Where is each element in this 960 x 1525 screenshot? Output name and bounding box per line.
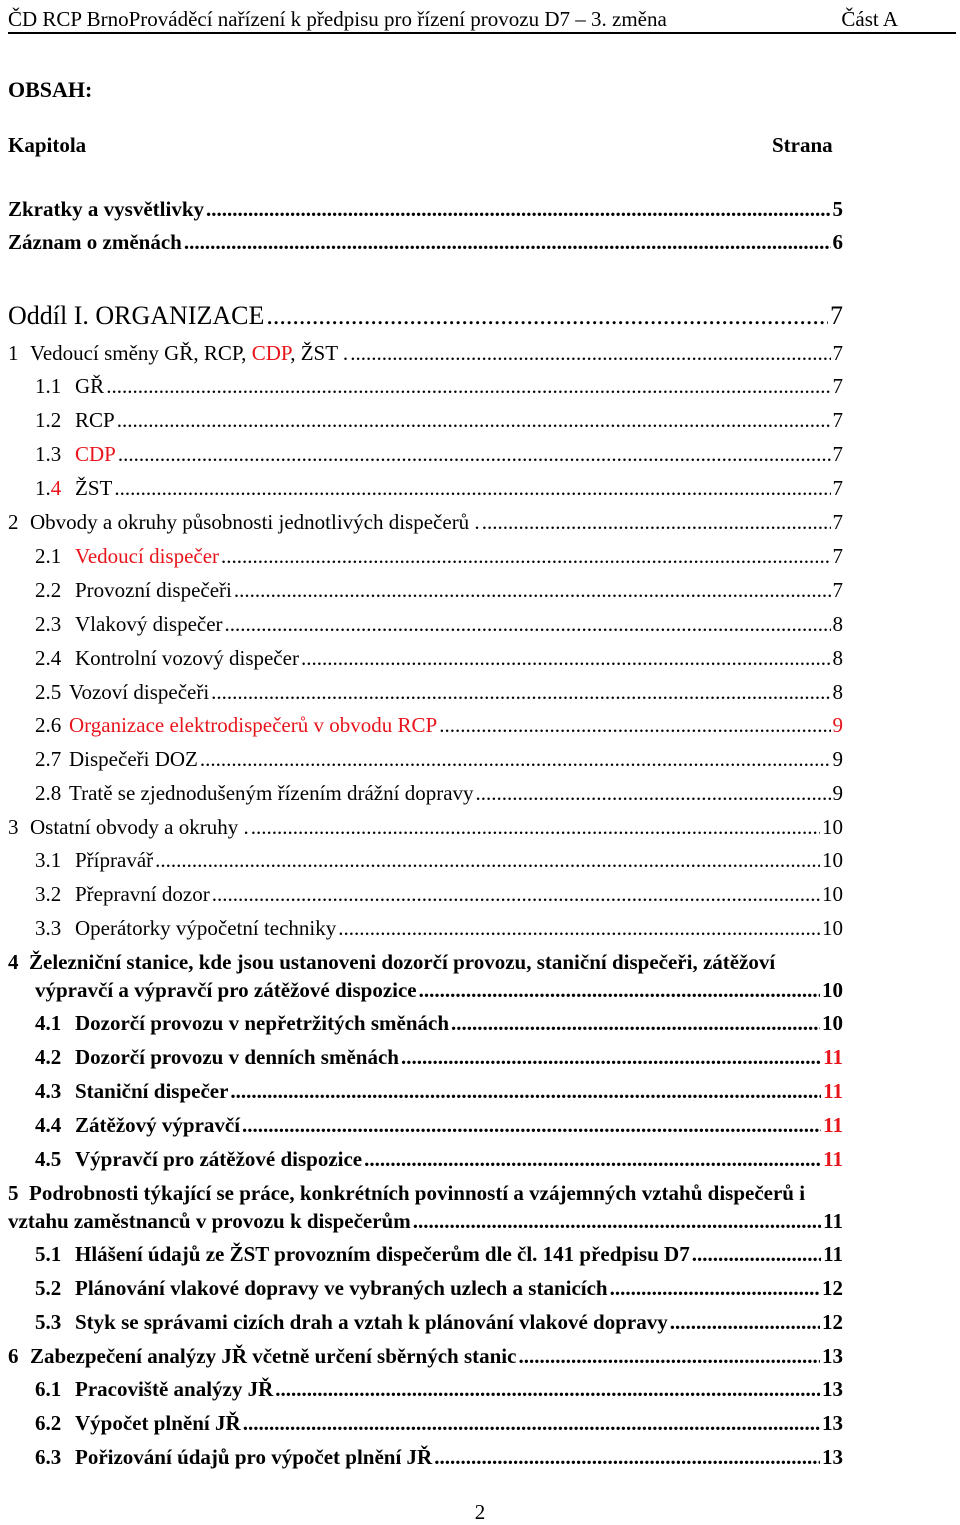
- contents-heading: OBSAH:: [8, 77, 93, 102]
- dot-leader: [401, 1044, 821, 1070]
- toc-entry-page: 7: [832, 544, 843, 568]
- toc-entry-number: 1.4: [35, 476, 62, 500]
- toc-entry-title: Vedoucí dispečer: [75, 544, 220, 568]
- toc-entry-page: 11: [823, 1045, 843, 1069]
- dot-leader: [234, 577, 831, 603]
- dot-leader: [242, 1112, 821, 1138]
- toc-entry[interactable]: [8, 229, 843, 255]
- toc-entry-title: Hlášení údajů ze ŽST provozním dispečerům dle čl. 141 předpisu D7: [75, 1242, 690, 1266]
- toc-entry[interactable]: [35, 1241, 843, 1267]
- toc-entry-title: Styk se správami cizích drah a vztah k plánování vlakové dopravy: [75, 1310, 668, 1334]
- dot-leader: [184, 229, 831, 255]
- toc-entry[interactable]: [35, 1376, 843, 1402]
- toc-entry-title: GŘ: [75, 374, 105, 398]
- toc-entry-number: 4.3: [35, 1079, 62, 1103]
- toc-entry-title: RCP: [75, 408, 115, 432]
- toc-entry[interactable]: [8, 196, 843, 222]
- toc-entry-number: 3.2: [35, 882, 62, 906]
- toc-entry-page: 12: [822, 1310, 843, 1334]
- toc-entry-number: 3.1: [35, 848, 62, 872]
- toc-entry[interactable]: [35, 577, 843, 603]
- toc-section[interactable]: [8, 300, 843, 332]
- dot-leader: [200, 746, 831, 772]
- dot-leader: [155, 847, 820, 873]
- toc-entry-page: 12: [822, 1276, 843, 1300]
- toc-entry-page: 8: [832, 612, 843, 636]
- toc-entry-number: 2.2: [35, 578, 62, 602]
- toc-entry[interactable]: [35, 373, 843, 399]
- toc-entry-number: 6: [8, 1344, 19, 1368]
- toc-entry-page: 7: [832, 578, 843, 602]
- toc-entry-number: 1.3: [35, 442, 62, 466]
- toc-entry-title: Výpočet plnění JŘ: [75, 1411, 241, 1435]
- dot-leader: [482, 509, 831, 535]
- toc-entry-number: 1.2: [35, 408, 62, 432]
- toc-entry-title: Vlakový dispečer: [75, 612, 223, 636]
- toc-entry[interactable]: [35, 543, 843, 569]
- toc-entry-number: 2.1: [35, 544, 62, 568]
- dot-leader: [301, 645, 831, 671]
- toc-entry[interactable]: [35, 679, 843, 705]
- toc-entry-page: 8: [832, 680, 843, 704]
- toc-entry-number: 6.1: [35, 1377, 62, 1401]
- toc-entry-number: 3.3: [35, 916, 62, 940]
- toc-entry-page: 9: [832, 713, 843, 737]
- toc-entry-title: Záznam o změnách: [8, 230, 182, 254]
- toc-entry-page: 9: [832, 781, 843, 805]
- toc-entry[interactable]: [35, 475, 843, 501]
- toc-entry-page: 10: [822, 978, 843, 1002]
- toc-entry-title: ŽST: [75, 476, 113, 500]
- toc-entry[interactable]: [35, 1078, 843, 1104]
- dot-leader: [451, 1010, 820, 1036]
- toc-entry-number: 5.2: [35, 1276, 62, 1300]
- toc-entry-number: 2.4: [35, 646, 62, 670]
- toc-entry[interactable]: [8, 1208, 843, 1234]
- toc-entry[interactable]: [35, 915, 843, 941]
- toc-entry-page: 7: [832, 476, 843, 500]
- toc-entry-number: 4.1: [35, 1011, 62, 1035]
- toc-entry-page: 13: [822, 1445, 843, 1469]
- toc-entry[interactable]: [35, 1112, 843, 1138]
- toc-entry-title: Dispečeři DOZ: [69, 747, 198, 771]
- dot-leader: [610, 1275, 820, 1301]
- dot-leader: [419, 977, 820, 1003]
- toc-entry-title: Pořizování údajů pro výpočet plnění JŘ: [75, 1445, 433, 1469]
- dot-leader: [221, 543, 830, 569]
- toc-entry-title: Železniční stanice, kde jsou ustanoveni dozorčí provozu, staniční dispečeři, zátěžoví: [29, 950, 776, 974]
- toc-entry-number: 6.3: [35, 1445, 62, 1469]
- page-number: 2: [474, 1500, 486, 1524]
- toc-entry-title: Kontrolní vozový dispečer: [75, 646, 299, 670]
- toc-entry[interactable]: [35, 746, 843, 772]
- toc-entry-title: Vozoví dispečeři: [69, 680, 210, 704]
- toc-entry-number: 5: [8, 1181, 19, 1205]
- toc-entry[interactable]: [8, 509, 843, 535]
- dot-leader: [243, 1410, 820, 1436]
- dot-leader: [251, 814, 820, 840]
- dot-leader: [225, 611, 831, 637]
- dot-leader: [439, 712, 830, 738]
- dot-leader: [434, 1444, 820, 1470]
- toc-entry-number: 2.7: [35, 747, 62, 771]
- toc-entry-title: Oddíl I. ORGANIZACE: [8, 301, 265, 330]
- toc-entry[interactable]: [35, 407, 843, 433]
- dot-leader: [230, 1078, 821, 1104]
- toc-entry-title: Operátorky výpočetní techniky: [75, 916, 337, 940]
- toc-entry-page: 7: [832, 408, 843, 432]
- toc-entry-title: Plánování vlakové dopravy ve vybraných uzlech a stanicích: [75, 1276, 608, 1300]
- toc-entry-page: 11: [823, 1079, 843, 1103]
- toc-entry-page: 6: [832, 230, 843, 254]
- dot-leader: [350, 340, 830, 366]
- toc-entry-title: Tratě se zjednodušeným řízením drážní dopravy: [69, 781, 474, 805]
- toc-entry[interactable]: [35, 611, 843, 637]
- toc-entry[interactable]: [8, 340, 843, 366]
- dot-leader: [670, 1309, 820, 1335]
- toc-entry-title-continued: výpravčí a výpravčí pro zátěžové dispozice: [35, 978, 417, 1002]
- toc-entry-title-continued: vztahu zaměstnanců v provozu k dispečerům: [8, 1209, 411, 1233]
- toc-entry-number: 4.2: [35, 1045, 62, 1069]
- toc-entry-title: Pracoviště analýzy JŘ: [75, 1377, 274, 1401]
- dot-leader: [692, 1241, 821, 1267]
- toc-entry-page: 8: [832, 646, 843, 670]
- dot-leader: [206, 196, 830, 222]
- toc-entry[interactable]: [35, 977, 843, 1003]
- header-part: Část A: [841, 7, 898, 31]
- toc-entry-page: 11: [823, 1209, 843, 1233]
- toc-entry-title: Provozní dispečeři: [75, 578, 232, 602]
- toc-entry-title: Přepravní dozor: [75, 882, 210, 906]
- toc-entry-number: 2: [8, 510, 19, 534]
- toc-entry-title: Přípravář: [75, 848, 154, 872]
- toc-entry-title: Zabezpečení analýzy JŘ včetně určení sběrných stanic: [30, 1344, 517, 1368]
- toc-entry-title: Dozorčí provozu v nepřetržitých směnách: [75, 1011, 450, 1035]
- toc-entry-title: Zátěžový výpravčí: [75, 1113, 241, 1137]
- toc-entry-page: 5: [832, 197, 843, 221]
- column-heading-chapter: Kapitola: [8, 133, 87, 157]
- toc-entry-number: 1: [8, 341, 19, 365]
- toc-entry-page: 7: [832, 442, 843, 466]
- toc-entry-title: Dozorčí provozu v denních směnách: [75, 1045, 399, 1069]
- dot-leader: [114, 475, 830, 501]
- toc-entry-page: 7: [832, 374, 843, 398]
- toc-entry[interactable]: [35, 1010, 843, 1036]
- toc-entry-page: 10: [822, 815, 843, 839]
- toc-entry-page: 10: [822, 1011, 843, 1035]
- toc-entry[interactable]: [35, 712, 843, 738]
- toc-entry[interactable]: [35, 441, 843, 467]
- dot-leader: [518, 1343, 820, 1369]
- toc-entry-number: 2.8: [35, 781, 62, 805]
- toc-entry-page: 7: [832, 510, 843, 534]
- toc-entry[interactable]: [35, 1275, 843, 1301]
- toc-entry[interactable]: [35, 645, 843, 671]
- toc-entry-number: 5.3: [35, 1310, 62, 1334]
- toc-entry-title: Podrobnosti týkající se práce, konkrétních povinností a vzájemných vztahů dispečerů i: [29, 1181, 806, 1205]
- toc-entry[interactable]: [35, 847, 843, 873]
- toc-entry-title: Obvody a okruhy působnosti jednotlivých dispečerů .: [30, 510, 480, 534]
- dot-leader: [266, 300, 828, 332]
- toc-entry-title: Zkratky a vysvětlivky: [8, 197, 205, 221]
- toc-entry-page: 9: [832, 747, 843, 771]
- toc-entry-page: 10: [822, 882, 843, 906]
- toc-entry-title: Organizace elektrodispečerů v obvodu RCP: [69, 713, 438, 737]
- dot-leader: [275, 1376, 820, 1402]
- dot-leader: [212, 881, 820, 907]
- toc-entry-page: 13: [822, 1377, 843, 1401]
- toc-entry-title: CDP: [75, 442, 116, 466]
- toc-entry-number: 2.6: [35, 713, 62, 737]
- toc-entry[interactable]: [35, 881, 843, 907]
- dot-leader: [117, 407, 831, 433]
- toc-entry[interactable]: [8, 1343, 843, 1369]
- column-heading-page: Strana: [772, 133, 833, 157]
- toc-entry[interactable]: [35, 1146, 843, 1172]
- toc-entry-number: 2.3: [35, 612, 62, 636]
- toc-entry-title: Výpravčí pro zátěžové dispozice: [75, 1147, 363, 1171]
- page-header: [8, 4, 956, 34]
- toc-entry-title: Vedoucí směny GŘ, RCP, CDP, ŽST .: [30, 341, 349, 365]
- toc-entry[interactable]: [35, 1444, 843, 1470]
- toc-entry[interactable]: [35, 1309, 843, 1335]
- toc-entry-page: 10: [822, 848, 843, 872]
- toc-entry-number: 4.4: [35, 1113, 62, 1137]
- toc-entry-number: 2.5: [35, 680, 62, 704]
- dot-leader: [211, 679, 830, 705]
- toc-entry[interactable]: [35, 780, 843, 806]
- toc-entry-page: 7: [830, 301, 843, 330]
- toc-entry-page: 10: [822, 916, 843, 940]
- toc-entry-title: Staniční dispečer: [75, 1079, 229, 1103]
- toc-entry-page: 11: [823, 1147, 843, 1171]
- dot-leader: [106, 373, 830, 399]
- toc-entry-page: 13: [822, 1344, 843, 1368]
- toc-entry[interactable]: [35, 1044, 843, 1070]
- dot-leader: [338, 915, 820, 941]
- toc-entry-page: 7: [832, 341, 843, 365]
- toc-entry-number: 6.2: [35, 1411, 62, 1435]
- dot-leader: [364, 1146, 821, 1172]
- toc-entry-title: Ostatní obvody a okruhy .: [30, 815, 249, 839]
- toc-entry[interactable]: [35, 1410, 843, 1436]
- toc-entry-number: 5.1: [35, 1242, 62, 1266]
- toc-entry-number: 4.5: [35, 1147, 62, 1171]
- toc-entry-page: 13: [822, 1411, 843, 1435]
- header-title: ČD RCP BrnoProváděcí nařízení k předpisu pro řízení provozu D7 – 3. změna: [8, 7, 667, 31]
- toc-entry-number: 1.1: [35, 374, 62, 398]
- dot-leader: [476, 780, 831, 806]
- toc-entry-first-line[interactable]: [8, 1180, 908, 1206]
- toc-entry-number: 3: [8, 815, 19, 839]
- toc-entry[interactable]: [8, 814, 843, 840]
- toc-entry-number: 4: [8, 950, 19, 974]
- toc-entry-first-line[interactable]: [8, 949, 908, 975]
- toc-entry-page: 11: [823, 1113, 843, 1137]
- toc-entry-page: 11: [823, 1242, 843, 1266]
- dot-leader: [118, 441, 831, 467]
- dot-leader: [413, 1208, 821, 1234]
